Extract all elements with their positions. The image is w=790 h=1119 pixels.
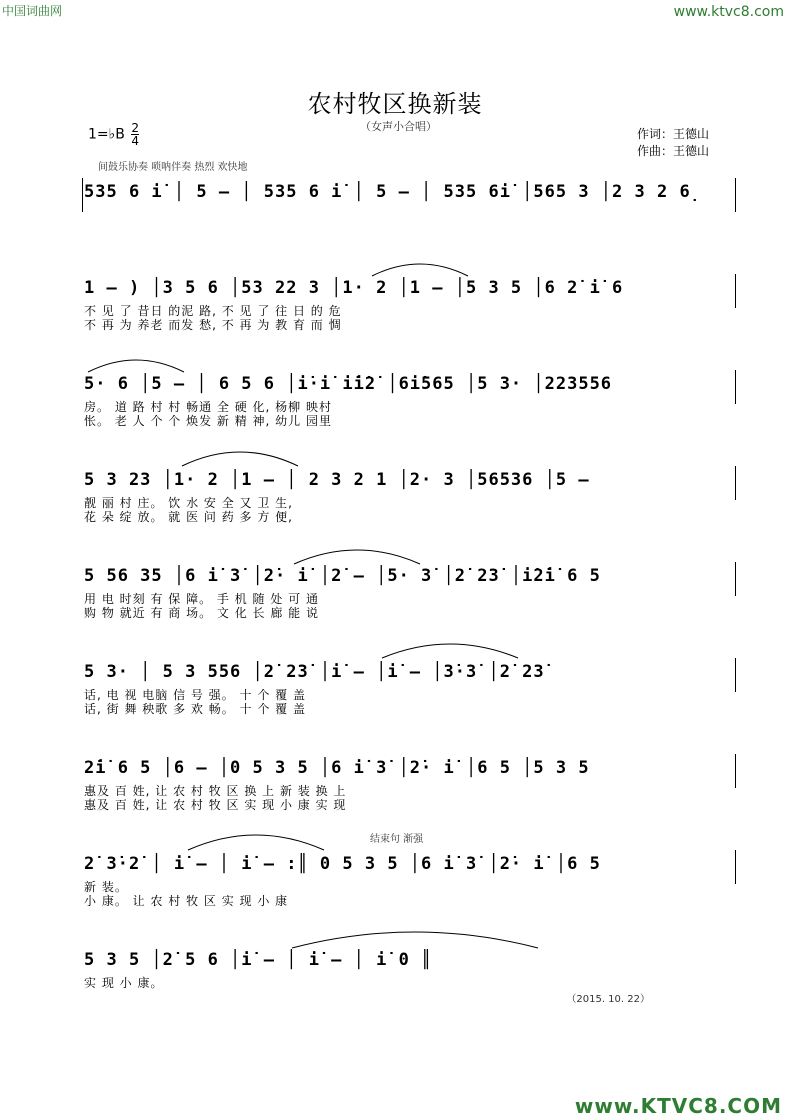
lyrics-row-9-verse-1: 实 现 小 康。	[84, 976, 164, 990]
slur	[380, 638, 520, 660]
slur	[290, 926, 540, 950]
bar-line	[735, 658, 736, 692]
credits	[637, 126, 709, 160]
slur	[86, 354, 186, 374]
bar-line	[82, 178, 83, 212]
notes-row-1: 535 6 i̇ │ 5 – │ 535 6 i̇ │ 5 – │ 535 6i̇ │565 3 │2 3 2 6̣	[84, 182, 701, 202]
watermark-bottom: www.KTVC8.COM	[574, 1094, 782, 1118]
lyrics-row-3-verse-1: 房。 道 路 村 村 畅通 全 硬 化, 杨柳 映村	[84, 400, 332, 414]
bar-line	[735, 466, 736, 500]
lyrics-row-4-verse-2: 花 朵 绽 放。 就 医 问 药 多 方 便,	[84, 510, 293, 524]
date-stamp: （2015. 10. 22）	[566, 994, 650, 1005]
bar-line	[735, 850, 736, 884]
song-title: 农村牧区换新装	[307, 90, 483, 118]
key-signature	[88, 122, 139, 147]
lyrics-row-5-verse-1: 用 电 时刻 有 保 障。 手 机 随 处 可 通	[84, 592, 319, 606]
lyrics-row-5-verse-2: 购 物 就近 有 商 场。 文 化 长 廊 能 说	[84, 606, 319, 620]
composer: 作曲：王德山	[637, 144, 710, 158]
notes-row-4: 5 3 23 │1· 2 │1 – │ 2 3 2 1 │2· 3 │56536 │5 –	[84, 470, 590, 490]
bar-line	[735, 754, 736, 788]
lyrics-row-4-verse-1: 靓 丽 村 庄。 饮 水 安 全 又 卫 生,	[84, 496, 293, 510]
notes-row-8: 2̇ 3̇·2̇ │ i̇ – │ i̇ – :║ 0 5 3 5 │6 i̇ 3̇ │2̇· i̇ │6 5	[84, 854, 601, 874]
notes-row-9: 5 3 5 │2̇ 5 6 │i̇ – │ i̇ – │ i̇ 0 ║	[84, 950, 433, 970]
notes-row-7: 2̇i̇ 6 5 │6 – │0 5 3 5 │6 i̇ 3̇ │2̇· i̇ │6 5 │5 3 5	[84, 758, 590, 778]
lyrics-row-2-verse-2: 不 再 为 养老 而发 愁, 不 再 为 教 育 而 惆	[84, 318, 342, 332]
time-top: 2	[131, 121, 139, 135]
lyrics-row-6-verse-1: 话, 电 视 电脑 信 号 强。 十 个 覆 盖	[84, 688, 306, 702]
lyrics-row-8-verse-1: 新 装。	[84, 880, 128, 894]
lyrics-row-7-verse-1: 惠及 百 姓, 让 农 村 牧 区 换 上 新 装 换 上	[84, 784, 347, 798]
notes-row-2: 1 – ) │3 5 6 │53 22 3 │1· 2 │1 – │5 3 5 │6 2̇ i̇ 6	[84, 278, 624, 298]
notes-row-5: 5 56 35 │6 i̇ 3̇ │2̇· i̇ │2̇ – │5· 3̇ │2̇ 23̇ │i̇2̇i̇ 6 5	[84, 566, 601, 586]
bar-line	[735, 274, 736, 308]
time-signature	[131, 122, 139, 147]
lyrics-row-3-verse-2: 怅。 老 人 个 个 焕发 新 精 神, 幼儿 园里	[84, 414, 332, 428]
lyrics-row-8-verse-2: 小 康。 让 农 村 牧 区 实 现 小 康	[84, 894, 289, 908]
slur	[370, 258, 470, 278]
notes-row-3: 5· 6 │5 – │ 6 5 6 │i̇·i̇ i̇i̇2̇ │6i̇565 │5 3· │223556	[84, 374, 613, 394]
time-bottom: 4	[131, 134, 139, 148]
watermark-site-name: 中国词曲网	[2, 4, 63, 18]
notes-row-6: 5 3· │ 5 3 556 │2̇ 23̇ │i̇ – │i̇ – │3̇·3̇ │2̇ 23̇	[84, 662, 545, 682]
slur	[186, 828, 326, 852]
bar-line	[735, 370, 736, 404]
key-label: 1=♭B	[88, 126, 125, 143]
slur	[180, 446, 300, 468]
watermark-site-url: www.ktvc8.com	[673, 4, 784, 20]
bar-line	[735, 562, 736, 596]
bar-line	[735, 178, 736, 212]
lyrics-row-6-verse-2: 话, 街 舞 秧歌 多 欢 畅。 十 个 覆 盖	[84, 702, 306, 716]
slur	[292, 544, 422, 566]
tempo-marking: 间鼓乐协奏 唢呐伴奏 热烈 欢快地	[98, 162, 248, 173]
ending-annotation: 结束句 渐强	[370, 834, 424, 845]
song-subtitle: （女声小合唱）	[360, 120, 437, 133]
lyricist: 作词：王德山	[637, 127, 710, 141]
lyrics-row-2-verse-1: 不 见 了 昔日 的泥 路, 不 见 了 往 日 的 危	[84, 304, 342, 318]
lyrics-row-7-verse-2: 惠及 百 姓, 让 农 村 牧 区 实 现 小 康 实 现	[84, 798, 347, 812]
